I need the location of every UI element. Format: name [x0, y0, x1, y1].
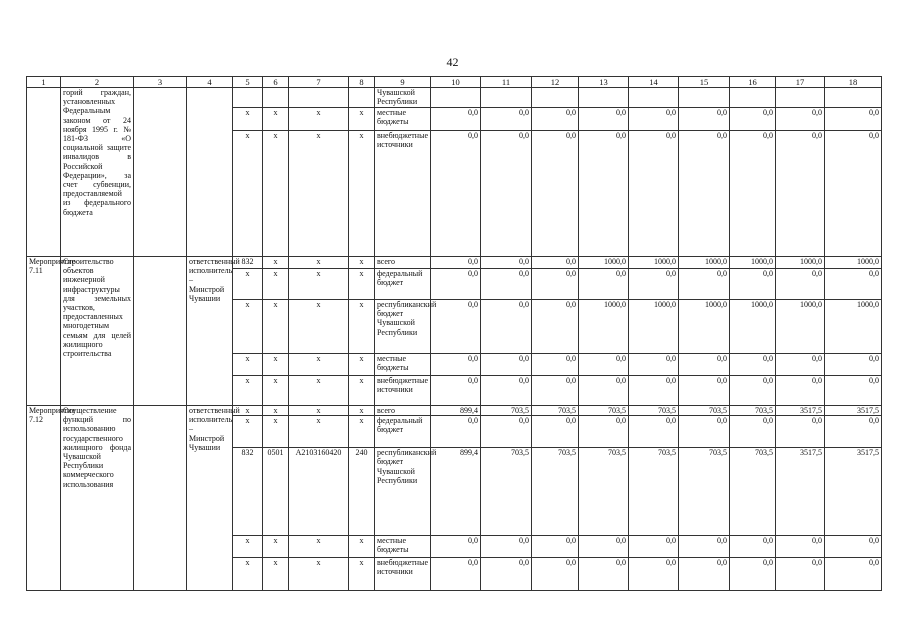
table-cell: x [263, 257, 289, 269]
table-cell: x [289, 257, 349, 269]
column-header: 9 [375, 77, 431, 88]
table-cell: 0,0 [532, 416, 579, 448]
table-cell: 0,0 [481, 376, 532, 406]
table-cell: x [263, 536, 289, 558]
table-cell: 0,0 [730, 269, 776, 300]
table-cell: x [289, 558, 349, 591]
header-row [27, 77, 882, 88]
column-header: 6 [263, 77, 289, 88]
table-cell: 0,0 [431, 108, 481, 131]
table-cell [481, 88, 532, 108]
table-cell: 0,0 [532, 269, 579, 300]
table-cell: 0,0 [532, 108, 579, 131]
table-cell: 0,0 [825, 354, 882, 376]
column-header: 7 [289, 77, 349, 88]
table-cell: А2103160420 [289, 448, 349, 536]
table-cell [730, 88, 776, 108]
table-cell: федеральный бюджет [375, 416, 431, 448]
table-cell: x [349, 108, 375, 131]
table-cell [679, 88, 730, 108]
table-cell: 0,0 [579, 131, 629, 257]
table-cell: 0,0 [629, 416, 679, 448]
table-cell: 0,0 [532, 558, 579, 591]
table-cell: 0,0 [431, 416, 481, 448]
table-cell: x [349, 406, 375, 416]
table-cell [776, 88, 825, 108]
table-cell: 0,0 [579, 269, 629, 300]
table-cell: 0,0 [629, 376, 679, 406]
responsible-executor: ответственный исполнитель – Минстрой Чувашии [187, 257, 233, 406]
table-cell: 0,0 [730, 558, 776, 591]
table-cell: x [263, 354, 289, 376]
table-cell: 703,5 [579, 406, 629, 416]
table-cell [579, 88, 629, 108]
table-cell: 0,0 [679, 536, 730, 558]
table-cell: 0,0 [825, 416, 882, 448]
event-name: Строительство объектов инженерной инфраструктуры для земельных участков, предоставленных многодетным семьям для целей жилищного строительства [61, 257, 134, 406]
table-cell: x [289, 269, 349, 300]
column-header: 1 [27, 77, 61, 88]
table-cell: x [233, 406, 263, 416]
table-cell: 703,5 [532, 406, 579, 416]
table-cell: республиканский бюджет Чувашской Республики [375, 300, 431, 354]
table-cell: местные бюджеты [375, 354, 431, 376]
table-cell [134, 257, 187, 406]
table-cell: 1000,0 [825, 300, 882, 354]
table-cell: x [289, 416, 349, 448]
table-cell: x [289, 406, 349, 416]
table-cell: 0,0 [776, 558, 825, 591]
table-cell: 1000,0 [730, 257, 776, 269]
table-cell [629, 88, 679, 108]
table-cell: x [263, 131, 289, 257]
table-cell: 0,0 [532, 131, 579, 257]
table-row [27, 257, 882, 269]
table-cell: 0,0 [532, 536, 579, 558]
table-cell: местные бюджеты [375, 536, 431, 558]
table-cell: 703,5 [629, 406, 679, 416]
table-cell: 0501 [263, 448, 289, 536]
table-cell: 832 [233, 257, 263, 269]
table-cell: 0,0 [579, 354, 629, 376]
table-cell: 0,0 [579, 558, 629, 591]
table-cell: внебюджетные источники [375, 376, 431, 406]
table-cell [134, 406, 187, 591]
table-cell: x [233, 536, 263, 558]
table-cell: 0,0 [481, 558, 532, 591]
table-cell: 0,0 [431, 354, 481, 376]
page-number: 42 [446, 55, 459, 69]
column-header: 14 [629, 77, 679, 88]
table-cell [825, 88, 882, 108]
column-header: 12 [532, 77, 579, 88]
measure-label: Мероприятие 7.12 [27, 406, 61, 591]
table-cell: 0,0 [776, 376, 825, 406]
table-cell: x [349, 300, 375, 354]
table-cell: 703,5 [629, 448, 679, 536]
table-cell: внебюджетные источники [375, 558, 431, 591]
table-cell: 0,0 [825, 558, 882, 591]
table-cell: 0,0 [431, 300, 481, 354]
table-cell: 0,0 [532, 257, 579, 269]
table-cell: 0,0 [776, 536, 825, 558]
table-cell: x [263, 300, 289, 354]
column-header: 13 [579, 77, 629, 88]
table-cell: x [263, 558, 289, 591]
table-cell: 0,0 [431, 376, 481, 406]
table-cell: x [233, 376, 263, 406]
table-cell: 3517,5 [776, 406, 825, 416]
table-cell: 0,0 [579, 108, 629, 131]
table-cell: 0,0 [825, 376, 882, 406]
table-cell: 0,0 [776, 269, 825, 300]
table-cell [289, 88, 349, 108]
table-row [27, 88, 882, 108]
table-cell: 0,0 [431, 269, 481, 300]
table-cell: 1000,0 [679, 257, 730, 269]
table-cell: 1000,0 [776, 300, 825, 354]
table-cell: 1000,0 [629, 257, 679, 269]
table-cell: 0,0 [532, 354, 579, 376]
table-cell: 0,0 [776, 131, 825, 257]
table-cell: x [263, 269, 289, 300]
table-cell: местные бюджеты [375, 108, 431, 131]
table-cell: 0,0 [431, 536, 481, 558]
table-cell: 1000,0 [776, 257, 825, 269]
table-cell: x [233, 269, 263, 300]
table-cell: 0,0 [679, 416, 730, 448]
table-cell: 703,5 [730, 406, 776, 416]
table-cell: 0,0 [825, 131, 882, 257]
table-cell [233, 88, 263, 108]
column-header: 11 [481, 77, 532, 88]
table-cell: 0,0 [825, 108, 882, 131]
table-cell: 1000,0 [825, 257, 882, 269]
table-cell: 0,0 [679, 558, 730, 591]
table-cell: 0,0 [730, 536, 776, 558]
table-cell: 0,0 [579, 376, 629, 406]
table-cell: 0,0 [481, 131, 532, 257]
table-cell: 1000,0 [679, 300, 730, 354]
table-cell [27, 88, 61, 257]
table-cell: x [289, 108, 349, 131]
table-cell: 0,0 [679, 131, 730, 257]
table-cell: республиканский бюджет Чувашской Республики [375, 448, 431, 536]
column-header: 10 [431, 77, 481, 88]
table-cell: 0,0 [679, 376, 730, 406]
table-cell: x [349, 558, 375, 591]
table-cell: x [349, 257, 375, 269]
table-cell: x [349, 131, 375, 257]
table-cell: 3517,5 [776, 448, 825, 536]
responsible-executor: ответственный исполнитель – Минстрой Чувашии [187, 406, 233, 591]
table-cell: 0,0 [629, 108, 679, 131]
event-name: горий граждан, установленных Федеральным законом от 24 ноября 1995 г. № 181-ФЗ «О социальной защите инвалидов в Российской Федерации», за счет субвенции, предоставляемой из федерального бюджета [61, 88, 134, 257]
table-cell: федеральный бюджет [375, 269, 431, 300]
column-header: 2 [61, 77, 134, 88]
table-cell: 3517,5 [825, 448, 882, 536]
table-cell: 0,0 [532, 300, 579, 354]
table-cell: x [233, 108, 263, 131]
table-cell: 0,0 [825, 269, 882, 300]
budget-table [26, 76, 882, 591]
table-cell: 899,4 [431, 406, 481, 416]
table-cell: x [289, 536, 349, 558]
column-header: 8 [349, 77, 375, 88]
table-cell: x [263, 406, 289, 416]
table-cell: 0,0 [679, 108, 730, 131]
table-cell: 0,0 [825, 536, 882, 558]
table-cell: 0,0 [481, 416, 532, 448]
measure-label: Мероприятие 7.11 [27, 257, 61, 406]
table-cell [134, 88, 187, 257]
table-cell: 0,0 [481, 257, 532, 269]
table-cell: 0,0 [730, 108, 776, 131]
table-cell: 0,0 [629, 354, 679, 376]
table-cell: 1000,0 [730, 300, 776, 354]
column-header: 3 [134, 77, 187, 88]
table-cell: 240 [349, 448, 375, 536]
table-cell: 703,5 [481, 448, 532, 536]
table-cell: x [233, 131, 263, 257]
table-cell [532, 88, 579, 108]
column-header: 4 [187, 77, 233, 88]
table-cell: x [349, 354, 375, 376]
table-cell: x [289, 354, 349, 376]
table-cell: 0,0 [629, 536, 679, 558]
table-cell: x [349, 376, 375, 406]
table-cell: всего [375, 257, 431, 269]
column-header: 17 [776, 77, 825, 88]
table-cell: 0,0 [629, 558, 679, 591]
table-cell: 703,5 [730, 448, 776, 536]
table-cell: 0,0 [679, 269, 730, 300]
table-cell: 0,0 [481, 269, 532, 300]
table-cell: 899,4 [431, 448, 481, 536]
table-cell: 0,0 [579, 416, 629, 448]
table-cell: x [263, 376, 289, 406]
table-cell: x [263, 108, 289, 131]
table-cell [263, 88, 289, 108]
table-cell: 0,0 [730, 354, 776, 376]
table-cell: 0,0 [629, 131, 679, 257]
table-cell: x [349, 536, 375, 558]
table-cell: 0,0 [532, 376, 579, 406]
table-cell: 703,5 [532, 448, 579, 536]
table-cell: всего [375, 406, 431, 416]
column-header: 16 [730, 77, 776, 88]
table-cell: 0,0 [431, 131, 481, 257]
table-row [27, 406, 882, 416]
table-cell: 0,0 [730, 416, 776, 448]
table-cell: 0,0 [481, 300, 532, 354]
table-cell: 832 [233, 448, 263, 536]
table-cell: 0,0 [579, 536, 629, 558]
column-header: 18 [825, 77, 882, 88]
table-cell: 0,0 [730, 376, 776, 406]
table-cell: 0,0 [629, 269, 679, 300]
table-cell: 0,0 [481, 108, 532, 131]
table-cell: x [233, 558, 263, 591]
table-cell: внебюджетные источники [375, 131, 431, 257]
table-cell: 0,0 [431, 257, 481, 269]
table-cell [187, 88, 233, 257]
table-cell: x [233, 416, 263, 448]
table-cell: 0,0 [776, 108, 825, 131]
table-cell: 0,0 [730, 131, 776, 257]
table-cell: 0,0 [481, 536, 532, 558]
table-cell: x [289, 131, 349, 257]
table-cell: 0,0 [776, 416, 825, 448]
table-cell: 0,0 [481, 354, 532, 376]
table-cell: 3517,5 [825, 406, 882, 416]
table-cell: 0,0 [431, 558, 481, 591]
table-cell [431, 88, 481, 108]
table-cell: x [289, 300, 349, 354]
table-cell: 703,5 [679, 448, 730, 536]
table-cell: x [233, 354, 263, 376]
table-cell: 1000,0 [629, 300, 679, 354]
table-cell: x [349, 269, 375, 300]
event-name: Осуществление функций по использованию государственного жилищного фонда Чувашской Республики коммерческого использования [61, 406, 134, 591]
table-cell: 1000,0 [579, 257, 629, 269]
table-cell: 1000,0 [579, 300, 629, 354]
table-cell: 0,0 [776, 354, 825, 376]
table-cell: 703,5 [579, 448, 629, 536]
column-header: 15 [679, 77, 730, 88]
table-cell: x [233, 300, 263, 354]
table-cell [349, 88, 375, 108]
column-header: 5 [233, 77, 263, 88]
funding-source: Чувашской Республики [375, 88, 431, 108]
table-cell: x [263, 416, 289, 448]
table-cell: 703,5 [679, 406, 730, 416]
table-cell: x [349, 416, 375, 448]
table-cell: 703,5 [481, 406, 532, 416]
table-cell: x [289, 376, 349, 406]
table-cell: 0,0 [679, 354, 730, 376]
